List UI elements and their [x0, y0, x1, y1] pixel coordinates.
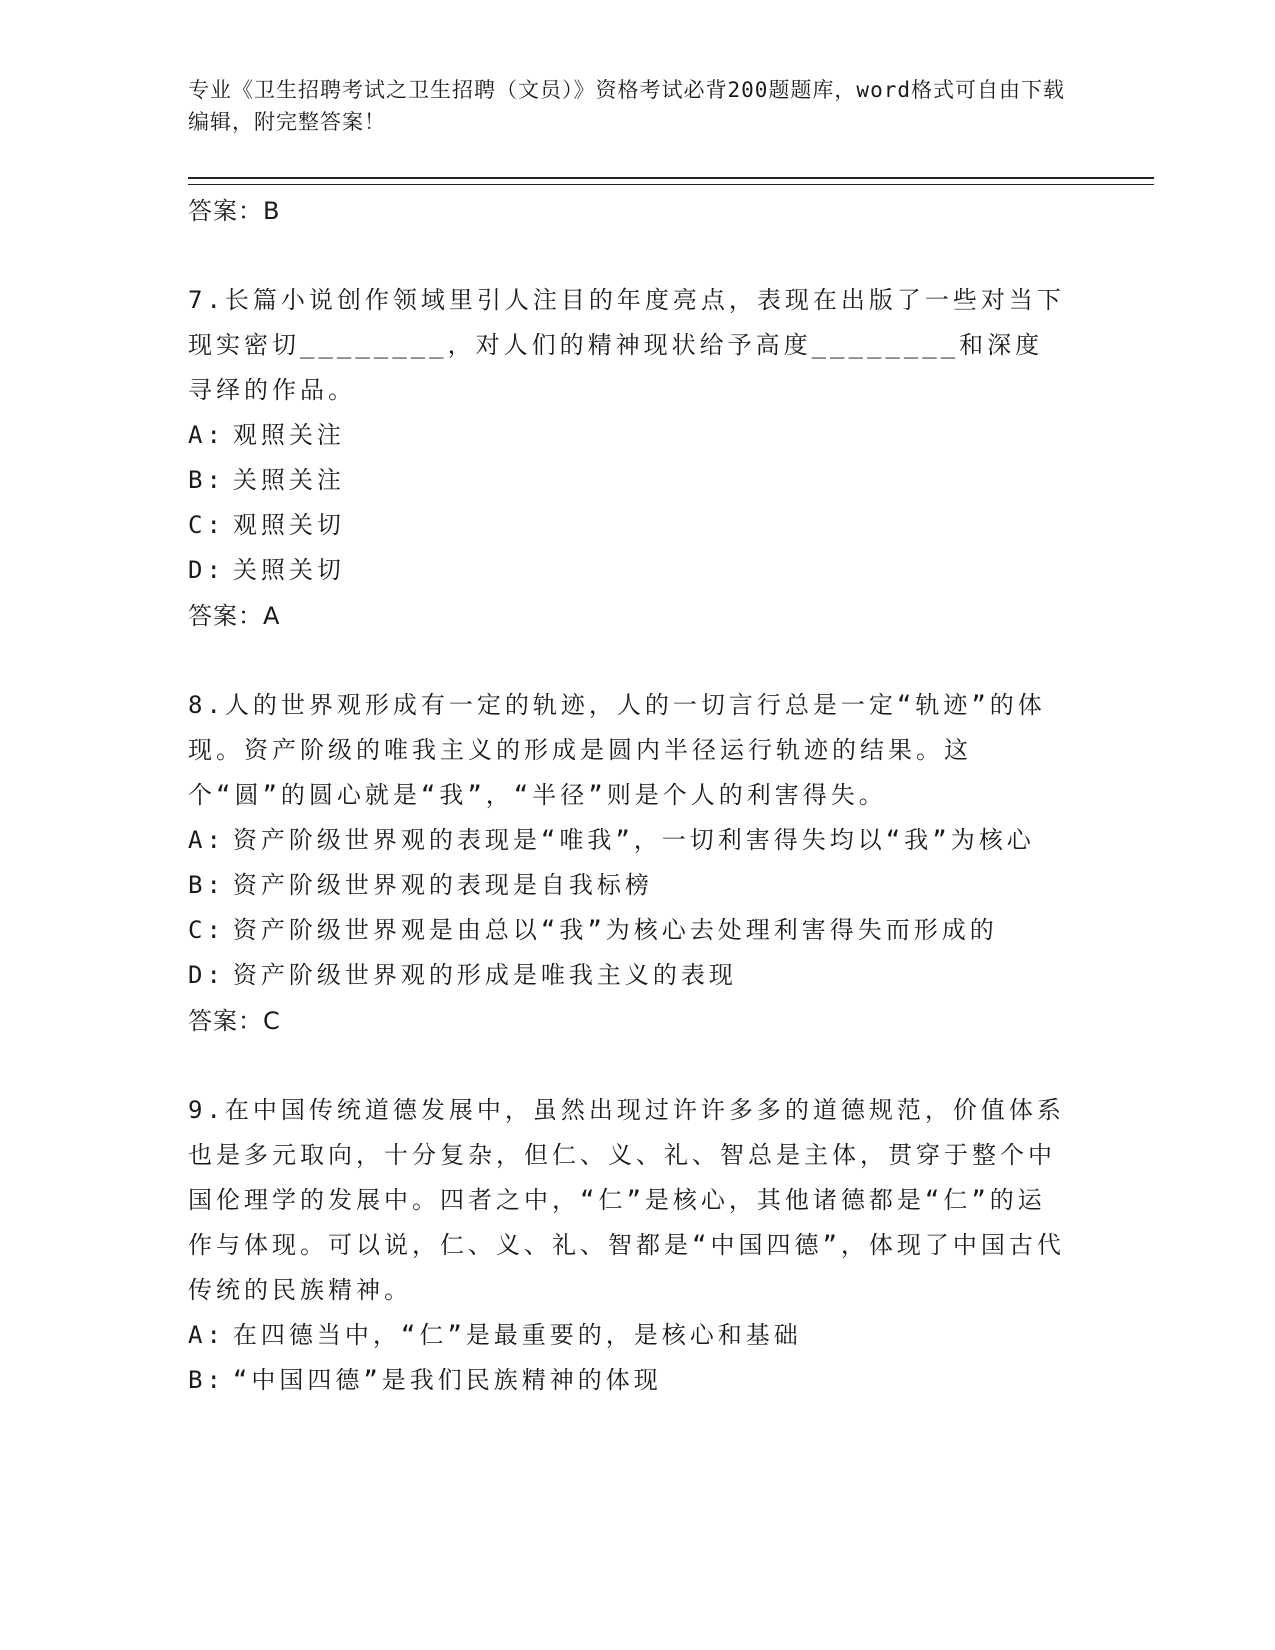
option-c	[188, 503, 1068, 548]
answer-label: 答案：A	[188, 602, 281, 630]
option-key: B:	[188, 871, 225, 899]
option-b	[188, 458, 1068, 503]
question-block	[188, 1088, 1068, 1403]
option-a	[188, 1313, 1068, 1358]
option-key: B:	[188, 466, 225, 494]
option-text: “中国四德”是我们民族精神的体现	[232, 1366, 662, 1394]
option-key: C:	[188, 511, 225, 539]
option-d	[188, 548, 1068, 593]
option-text: 观照关切	[232, 511, 345, 539]
option-b	[188, 863, 1068, 908]
answer-label: 答案：B	[188, 197, 281, 225]
option-key: A:	[188, 1321, 225, 1349]
option-d	[188, 953, 1068, 998]
option-key: A:	[188, 421, 225, 449]
option-c	[188, 908, 1068, 953]
question-stem: 8.人的世界观形成有一定的轨迹，人的一切言行总是一定“轨迹”的体现。资产阶级的唯我主义的形成是圆内半径运行轨迹的结果。这个“圆”的圆心就是“我”，“半径”则是个人的利害得失。	[188, 691, 1046, 809]
option-text: 关照关切	[232, 556, 345, 584]
option-b	[188, 1358, 1068, 1403]
option-key: D:	[188, 961, 225, 989]
answer-label: 答案：C	[188, 1007, 281, 1035]
option-key: D:	[188, 556, 225, 584]
spacer	[188, 1044, 1068, 1088]
option-text: 资产阶级世界观的表现是“唯我”，一切利害得失均以“我”为核心	[232, 826, 1035, 854]
question-block	[188, 278, 1068, 639]
option-text: 观照关注	[232, 421, 345, 449]
option-key: A:	[188, 826, 225, 854]
header-divider	[188, 177, 1154, 185]
option-text: 资产阶级世界观的形成是唯我主义的表现	[232, 961, 737, 989]
option-key: C:	[188, 916, 225, 944]
question-stem: 9.在中国传统道德发展中，虽然出现过许许多多的道德规范，价值体系也是多元取向，十分复杂，但仁、义、礼、智总是主体，贯穿于整个中国伦理学的发展中。四者之中，“仁”是核心，其他诸德都是“仁”的运作与体现。可以说，仁、义、礼、智都是“中国四德”，体现了中国古代传统的民族精神。	[188, 1096, 1065, 1304]
option-a	[188, 818, 1068, 863]
option-text: 资产阶级世界观是由总以“我”为核心去处理利害得失而形成的	[232, 916, 998, 944]
question-block	[188, 683, 1068, 1044]
document-body	[188, 188, 1068, 1403]
option-key: B:	[188, 1366, 225, 1394]
page-header-title: 专业《卫生招聘考试之卫生招聘（文员）》资格考试必背200题题库，word格式可自由下载编辑，附完整答案！	[188, 78, 1065, 134]
option-a	[188, 413, 1068, 458]
spacer	[188, 639, 1068, 683]
option-text: 在四德当中，“仁”是最重要的，是核心和基础	[232, 1321, 802, 1349]
option-text: 关照关注	[232, 466, 345, 494]
spacer	[188, 234, 1068, 278]
question-stem: 7.长篇小说创作领域里引人注目的年度亮点，表现在出版了一些对当下现实密切________，对人们的精神现状给予高度________和深度寻绎的作品。	[188, 286, 1065, 404]
option-text: 资产阶级世界观的表现是自我标榜	[232, 871, 653, 899]
